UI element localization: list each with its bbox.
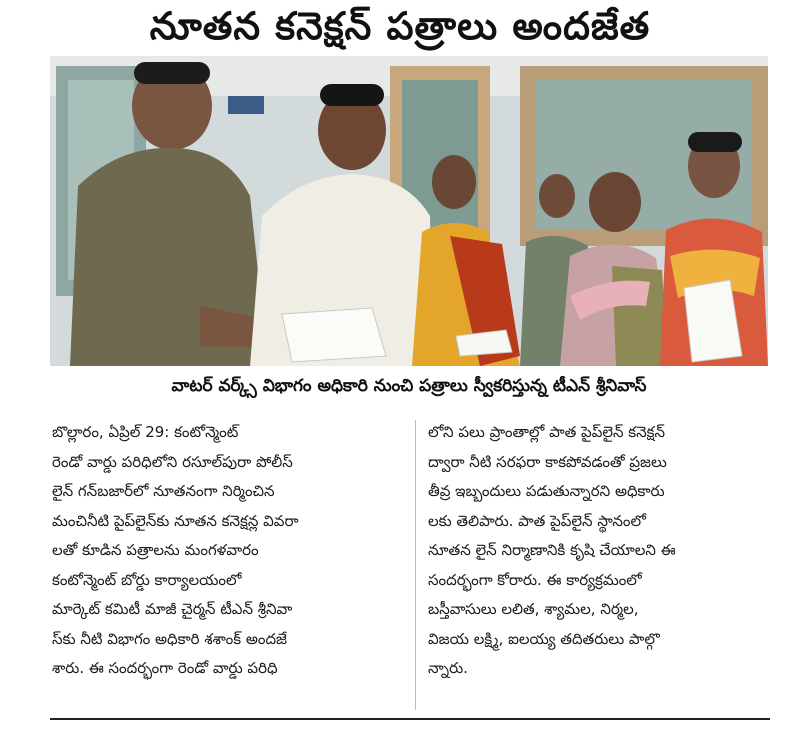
article-line: ద్వారా నీటి సరఫరా కాకపోవడంతో ప్రజలు — [428, 452, 667, 471]
article-column-left — [52, 418, 404, 684]
article-line: మార్కెట్ కమిటీ మాజీ చైర్మన్ టీఎన్ శ్రీనివా — [52, 600, 293, 618]
article-line: న్నారు. — [428, 659, 468, 677]
article-line: స్‌కు నీటి విభాగం అధికారి శశాంక్ అందజే — [52, 629, 287, 648]
news-photo — [50, 56, 768, 366]
article-line: విజయ లక్ష్మి, ఐలయ్య తదితరులు పాల్గొ — [428, 629, 660, 648]
photo-caption: వాటర్ వర్క్స్ విభాగం అధికారి నుంచి పత్రాలు స్వీకరిస్తున్న టీఎన్ శ్రీనివాస్ — [171, 376, 647, 396]
article-line: లకు తెలిపారు. పాత పైప్‌లైన్ స్థానంలో — [428, 511, 646, 530]
article-line: శారు. ఈ సందర్భంగా రెండో వార్డు పరిధి — [52, 659, 278, 677]
article-line: మంచినీటి పైప్‌లైన్‌కు నూతన కనెక్షన్ల వివరా — [52, 511, 299, 530]
article-line: తీవ్ర ఇబ్బందులు పడుతున్నారని అధికారు — [428, 482, 665, 500]
article-line: బస్తీవాసులు లలిత, శ్యామల, నిర్మల, — [428, 600, 639, 618]
article-line: లైన్ గన్‌బజార్‌లో నూతనంగా నిర్మించిన — [52, 482, 275, 500]
article-line: కంటోన్మెంట్ బోర్డు కార్యాలయంలో — [52, 570, 242, 589]
article-line: లతో కూడిన పత్రాలను మంగళవారం — [52, 541, 259, 559]
headline: నూతన కనెక్షన్ పత్రాలు అందజేత — [149, 4, 651, 48]
article-line: లోని పలు ప్రాంతాల్లో పాత పైప్‌లైన్ కనెక్షన్ — [428, 423, 666, 441]
article-line: నూతన లైన్ నిర్మాణానికి కృషి చేయాలని ఈ — [428, 541, 676, 559]
article-line: సందర్భంగా కోరారు. ఈ కార్యక్రమంలో — [428, 570, 642, 589]
article-column-right — [428, 418, 770, 684]
column-divider — [415, 420, 416, 710]
article-line: బొల్లారం, ఏప్రిల్ 29: కంటోన్మెంట్ — [52, 423, 239, 441]
article-line: రెండో వార్డు పరిధిలోని రసూల్‌పురా పోలీస్ — [52, 452, 293, 471]
section-rule — [50, 718, 770, 720]
